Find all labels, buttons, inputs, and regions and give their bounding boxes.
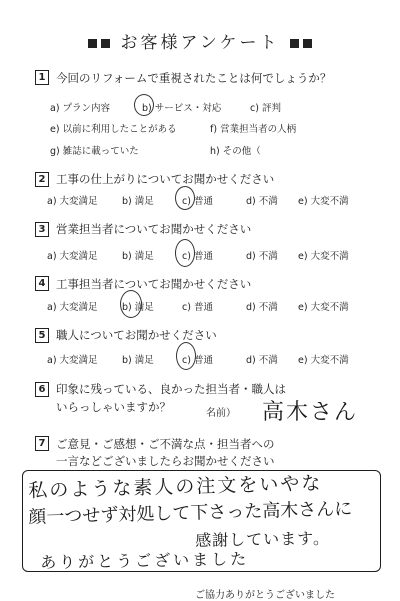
answer-circle xyxy=(120,290,142,318)
name-label: 名前） xyxy=(206,408,236,419)
q2-option-c: c) 普通 xyxy=(182,196,213,207)
q5-option-b: b) 満足 xyxy=(122,355,154,366)
question-number-2: 2 xyxy=(35,172,49,187)
q4-option-d: d) 不満 xyxy=(246,302,278,313)
q3-option-d: d) 不満 xyxy=(246,251,278,262)
question-number-3: 3 xyxy=(35,222,49,237)
question-7-text-line1: ご意見・ご感想・ご不満な点・担当者への xyxy=(56,437,275,451)
question-4-text: 工事担当者についてお聞かせください xyxy=(56,277,252,291)
question-6-text-line2: いらっしゃいますか？ xyxy=(56,400,171,414)
question-number-6: 6 xyxy=(35,382,49,397)
q1-option-e: e) 以前に利用したことがある xyxy=(50,124,177,135)
answer-circle xyxy=(175,186,195,210)
q5-option-a: a) 大変満足 xyxy=(47,355,98,366)
question-number-4: 4 xyxy=(35,276,49,291)
handwritten-comment-line2: 顔一つせず対処して下さった高木さんに xyxy=(28,498,353,528)
question-number-1: 1 xyxy=(35,70,49,85)
question-5-text: 職人についてお聞かせください xyxy=(56,328,217,342)
question-2-text: 工事の仕上がりについてお聞かせください xyxy=(56,172,275,186)
q2-option-a: a) 大変満足 xyxy=(47,196,98,207)
q1-option-b: b) サービス・対応 xyxy=(142,103,222,114)
q1-option-c: c) 評判 xyxy=(250,103,281,114)
q1-option-g: g) 雑誌に載っていた xyxy=(50,146,139,157)
question-3-text: 営業担当者についてお聞かせください xyxy=(56,222,252,236)
question-number-7: 7 xyxy=(35,436,49,451)
q2-option-b: b) 満足 xyxy=(122,196,154,207)
question-7-text-line2: 一言などございましたらお聞かせください xyxy=(56,454,275,468)
q2-option-e: e) 大変不満 xyxy=(298,196,349,207)
answer-circle xyxy=(134,94,154,116)
handwritten-comment-line4: ありがとうございました xyxy=(40,549,250,572)
q3-option-a: a) 大変満足 xyxy=(47,251,98,262)
question-number-5: 5 xyxy=(35,328,49,343)
q5-option-c: c) 普通 xyxy=(182,355,213,366)
answer-circle xyxy=(176,342,196,370)
square-decoration xyxy=(290,39,299,48)
q1-option-h: h) その他（ xyxy=(210,146,261,157)
q4-option-b: b) 満足 xyxy=(122,302,154,313)
square-decoration xyxy=(101,39,110,48)
q4-option-e: e) 大変不満 xyxy=(298,302,349,313)
q5-option-e: e) 大変不満 xyxy=(298,355,349,366)
answer-circle xyxy=(175,239,195,267)
q1-option-f: f) 営業担当者の人柄 xyxy=(210,124,297,135)
handwritten-comment-line3: 感謝しています。 xyxy=(195,528,331,550)
q1-option-a: a) プラン内容 xyxy=(50,103,111,114)
square-decoration xyxy=(303,39,312,48)
survey-title xyxy=(0,28,400,53)
q4-option-a: a) 大変満足 xyxy=(47,302,98,313)
square-decoration xyxy=(88,39,97,48)
q4-option-c: c) 普通 xyxy=(182,302,213,313)
q5-option-d: d) 不満 xyxy=(246,355,278,366)
closing-message: ご協力ありがとうございました xyxy=(195,590,335,601)
handwritten-comment-line1: 私のような素人の注文をいやな xyxy=(28,472,323,502)
handwritten-name: 高木さん xyxy=(262,400,359,425)
q3-option-c: c) 普通 xyxy=(182,251,213,262)
title-text: お客様アンケート xyxy=(120,33,280,53)
question-1-text: 今回のリフォームで重視されたことは何でしょうか？ xyxy=(56,71,332,85)
q3-option-b: b) 満足 xyxy=(122,251,154,262)
q3-option-e: e) 大変不満 xyxy=(298,251,349,262)
question-6-text-line1: 印象に残っている、良かった担当者・職人は xyxy=(56,382,286,396)
q2-option-d: d) 不満 xyxy=(246,196,278,207)
